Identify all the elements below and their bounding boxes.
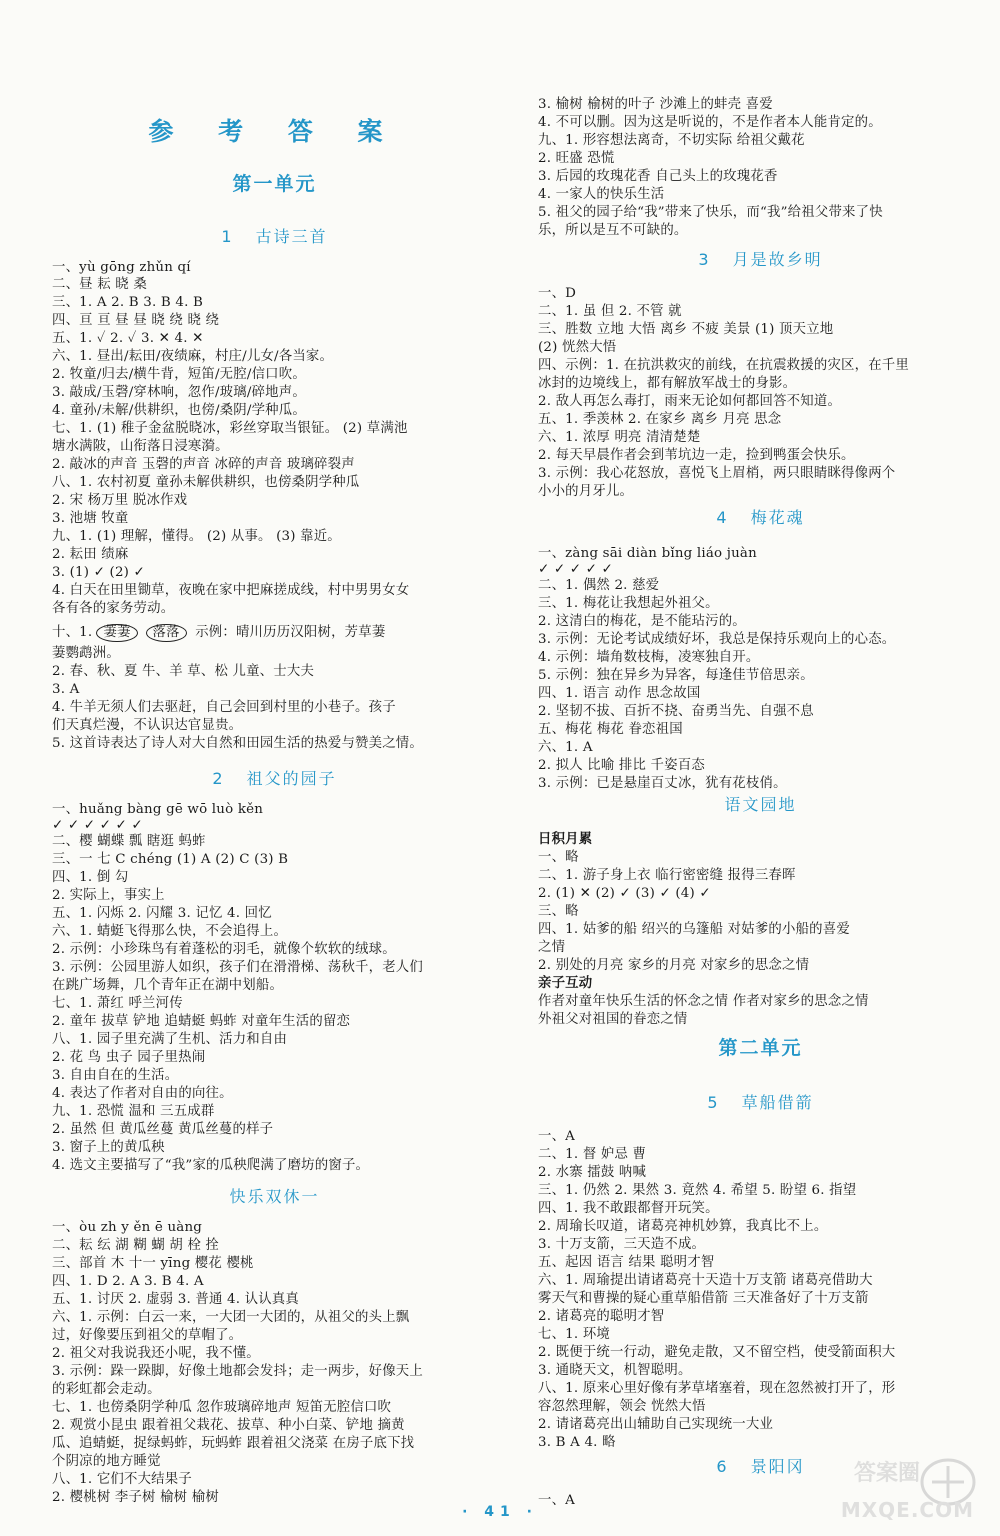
answer-line: 4. 不可以删。因为这是听说的，不是作者本人能肯定的。 [538, 115, 882, 130]
answer-line: 六、1. 示例：白云一来，一大团一大团的，从祖父的头上飘 [52, 1310, 410, 1325]
answer-line: 2. 樱桃树 李子树 榆树 榆树 [52, 1490, 219, 1505]
answer-line: 六、1. 昼出/耘田/夜绩麻，村庄/儿女/各当家。 [52, 349, 334, 364]
answer-line: 2. 祖父对我说我还小呢，我不懂。 [52, 1346, 260, 1361]
answer-line: 3. 后园的玫瑰花香 自己头上的玫瑰花香 [538, 169, 778, 184]
answer-line: 过，好像要压到祖父的草帽了。 [52, 1328, 243, 1343]
lesson-heading [52, 1186, 497, 1208]
answer-line: 二、昼 耘 晓 桑 [52, 277, 147, 292]
answer-line: 六、1. 周瑜提出请诸葛亮十天造十万支箭 诸葛亮借助大 [538, 1273, 873, 1288]
lesson-number: 1 [221, 227, 234, 246]
answer-line: 在跳广场舞，几个青年正在湖中划船。 [52, 978, 284, 993]
answer-line: 五、起因 语言 结果 聪明才智 [538, 1255, 715, 1270]
answer-line: 3. 通晓天文，机智聪明。 [538, 1363, 692, 1378]
answer-line: 一、zàng sāi diàn bǐng liáo juàn [538, 546, 757, 561]
answer-line: 七、1. 也傍桑阴学种瓜 忽作玻璃碎地声 短笛无腔信口吹 [52, 1400, 392, 1415]
answer-line: 七、1. 环境 [538, 1327, 610, 1342]
answer-line: 五、1. 闪烁 2. 闪耀 3. 记忆 4. 回忆 [52, 906, 272, 921]
answer-line: 雾天气和曹操的疑心重草船借箭 三天准备好了十万支箭 [538, 1291, 869, 1306]
answer-line: 四、亘 亘 昼 昼 晓 绕 晓 绕 [52, 313, 220, 328]
answer-line: 四、1. 我不敢跟都督开玩笑。 [538, 1201, 719, 1216]
answer-line: 2. 宋 杨万里 脱冰作戏 [52, 493, 188, 508]
answer-line: 九、1. 形容想法离奇，不切实际 给祖父戴花 [538, 133, 805, 148]
answer-line: 2. (1) ✕ (2) ✓ (3) ✓ (4) ✓ [538, 886, 711, 901]
lesson-title: 语文园地 [724, 795, 797, 814]
answer-line: 八、1. 园子里充满了生机、活力和自由 [52, 1032, 288, 1047]
answer-line: 二、1. 虽 但 2. 不管 就 [538, 304, 682, 319]
answer-line: 个阴凉的地方睡觉 [52, 1454, 161, 1469]
answer-line: 2. 春、秋、夏 牛、羊 草、松 儿童、士大夫 [52, 664, 315, 679]
answer-line: 3. (1) ✓ (2) ✓ [52, 565, 145, 580]
lesson-title: 快乐双休一 [229, 1187, 320, 1206]
lesson-number: 3 [698, 250, 711, 269]
answer-line: 小小的月牙儿。 [538, 484, 634, 499]
answer-line: 3. 示例：公园里游人如织，孩子们在滑滑梯、荡秋千，老人们 [52, 960, 423, 975]
answer-line: 五、梅花 梅花 眷恋祖国 [538, 722, 683, 737]
answer-line: 一、A [538, 1129, 576, 1144]
answer-line: 3. 自由自在的生活。 [52, 1068, 179, 1083]
answer-line: 3. 窗子上的黄瓜秧 [52, 1140, 165, 1155]
answer-line: 2. 旺盛 恐慌 [538, 151, 615, 166]
answer-line: 2. 敌人再怎么毒打，雨来无论如何都回答不知道。 [538, 394, 842, 409]
answer-line: 乐，所以是互不可缺的。 [538, 223, 688, 238]
answer-line: 外祖父对祖国的眷恋之情 [538, 1012, 688, 1027]
lesson-number: 2 [212, 769, 225, 788]
answer-line: 一、A [538, 1493, 576, 1508]
watermark-brand: 答案圈 [854, 1461, 921, 1486]
answer-line: 七、1. (1) 稚子金盆脱晓冰，彩丝穿取当银钲。 (2) 草满池 [52, 421, 408, 436]
answer-line: 冰封的边境线上，都有解放军战士的身影。 [538, 376, 797, 391]
watermark-logo [840, 1454, 980, 1526]
answer-line: 2. 周瑜长叹道，诸葛亮神机妙算，我真比不上。 [538, 1219, 828, 1234]
answer-line: 2. 诸葛亮的聪明才智 [538, 1309, 665, 1324]
lesson-title: 景阳冈 [750, 1457, 805, 1476]
lesson-heading [52, 226, 497, 248]
lesson-heading [538, 794, 983, 816]
answer-line: 一、òu zh y ěn ē uàng [52, 1220, 203, 1235]
answer-line: 七、1. 萧红 呼兰河传 [52, 996, 183, 1011]
answer-line: 4. 童孙/未解/供耕织，也傍/桑阴/学种瓜。 [52, 403, 306, 418]
answer-line: 们天真烂漫，不认识达官显贵。 [52, 718, 243, 733]
watermark-text: MXQE.COM [840, 1498, 974, 1522]
answer-line: ✓ ✓ ✓ ✓ ✓ ✓ [52, 818, 143, 833]
answer-line: 一、yù gōng zhǔn qí [52, 260, 191, 275]
answer-prefix: 十、1. [52, 625, 93, 640]
answer-line: 3. 示例：跺一跺脚，好像土地都会发抖；走一两步，好像天上 [52, 1364, 423, 1379]
answer-line: 3. 示例：无论考试成绩好坏，我总是保持乐观向上的心态。 [538, 632, 896, 647]
answer-line: 5. 示例：独在异乡为异客，每逢佳节倍思亲。 [538, 668, 814, 683]
answer-line: ✓ ✓ ✓ ✓ ✓ [538, 562, 613, 577]
answer-line: 5. 这首诗表达了诗人对大自然和田园生活的热爱与赞美之情。 [52, 736, 423, 751]
answer-line: 3. 示例：已是悬崖百丈冰，犹有花枝俏。 [538, 776, 787, 791]
answer-line: 5. 祖父的园子给“我”带来了快乐，而“我”给祖父带来了快 [538, 205, 883, 220]
answer-line: 三、1. 仍然 2. 果然 3. 竟然 4. 希望 5. 盼望 6. 指望 [538, 1183, 857, 1198]
answer-line: 的彩虹都会走动。 [52, 1382, 161, 1397]
answer-line: 五、1. 讨厌 2. 虚弱 3. 普通 4. 认认真真 [52, 1292, 299, 1307]
unit-heading: 第一单元 [232, 173, 317, 195]
answer-line: 3. B A 4. 略 [538, 1435, 616, 1450]
answer-line: 萋鹦鹉洲。 [52, 646, 120, 661]
answer-line: 之情 [538, 940, 566, 955]
answer-line: 2. 牧童/归去/横牛背，短笛/无腔/信口吹。 [52, 367, 306, 382]
answer-line: 各有各的家务劳动。 [52, 601, 175, 616]
answer-line: (2) 恍然大悟 [538, 340, 617, 355]
answer-line: 三、一 七 C chéng (1) A (2) C (3) B [52, 852, 289, 867]
answer-line: 2. 既便于统一行动，避免走散，又不留空档，使受箭面积大 [538, 1345, 896, 1360]
answer-suffix: 示例：晴川历历汉阳树，芳草萋 [190, 625, 386, 640]
answer-line: 一、略 [538, 850, 579, 865]
answer-line: 3. 榆树 榆树的叶子 沙滩上的蚌壳 喜爱 [538, 97, 773, 112]
lesson-heading [538, 1092, 983, 1114]
answer-line-circled [52, 624, 497, 642]
answer-line: 4. 示例：墙角数枝梅，凌寒独自开。 [538, 650, 760, 665]
answer-line: 二、1. 游子身上衣 临行密密缝 报得三春晖 [538, 868, 796, 883]
answer-line: 八、1. 它们不大结果子 [52, 1472, 192, 1487]
answer-line: 三、胜数 立地 大悟 离乡 不疲 美景 (1) 顶天立地 [538, 322, 834, 337]
lesson-number: 6 [716, 1457, 729, 1476]
lesson-heading [538, 249, 983, 271]
circled-word: 落落 [146, 624, 187, 642]
answer-line: 二、耘 纭 湖 糊 蝴 胡 栓 拴 [52, 1238, 220, 1253]
answer-line: 3. A [52, 682, 80, 697]
answer-line: 2. 每天早晨作者会到苇坑边一走，捡到鸭蛋会快乐。 [538, 448, 855, 463]
answer-line: 四、1. 倒 勾 [52, 870, 129, 885]
answer-line: 4. 选文主要描写了“我”家的瓜秧爬满了磨坊的窗子。 [52, 1158, 370, 1173]
answer-line: 四、1. 语言 动作 思念故国 [538, 686, 701, 701]
answer-line: 五、1. ✓ 2. ✓ 3. ✕ 4. ✕ [52, 331, 204, 346]
answer-line: 容忽然理解，领会 恍然大悟 [538, 1399, 706, 1414]
lesson-title: 月是故乡明 [732, 250, 823, 269]
answer-line: 一、huǎng bàng gē wō luò kěn [52, 802, 264, 817]
answer-line: 八、1. 农村初夏 童孙未解供耕织，也傍桑阴学种瓜 [52, 475, 360, 490]
subsection-label: 亲子互动 [538, 975, 593, 991]
answer-line: 二、樱 蝴蝶 瓢 瞎逛 蚂蚱 [52, 834, 206, 849]
answer-line: 三、略 [538, 904, 579, 919]
subsection-label: 日积月累 [538, 831, 593, 847]
answer-line: 2. 童年 拔草 铲地 追蜻蜓 蚂蚱 对童年生活的留恋 [52, 1014, 351, 1029]
answer-line: 2. 虽然 但 黄瓜丝蔓 黄瓜丝蔓的样子 [52, 1122, 274, 1137]
answer-line: 3. 十万支箭，三天造不成。 [538, 1237, 706, 1252]
answer-line: 2. 敲冰的声音 玉磬的声音 冰碎的声音 玻璃碎裂声 [52, 457, 355, 472]
answer-line: 2. 请诸葛亮出山辅助自己实现统一大业 [538, 1417, 774, 1432]
answer-line: 2. 耘田 绩麻 [52, 547, 129, 562]
answer-line: 六、1. A [538, 740, 593, 755]
answer-line: 二、1. 督 妒忌 曹 [538, 1147, 647, 1162]
lesson-title: 祖父的园子 [246, 769, 337, 788]
answer-line: 2. 观赏小昆虫 跟着祖父栽花、拔草、种小白菜、铲地 摘黄 [52, 1418, 405, 1433]
answer-line: 4. 牛羊无须人们去驱赶，自己会回到村里的小巷子。孩子 [52, 700, 396, 715]
answer-line: 四、1. D 2. A 3. B 4. A [52, 1274, 204, 1289]
answer-line: 2. 拟人 比喻 排比 千姿百态 [538, 758, 705, 773]
answer-line: 2. 示例：小珍珠鸟有着蓬松的羽毛，就像个软软的绒球。 [52, 942, 396, 957]
lesson-title: 梅花魂 [750, 508, 805, 527]
lesson-title: 古诗三首 [255, 227, 328, 246]
answer-line: 3. 敲成/玉磬/穿林响，忽作/玻璃/碎地声。 [52, 385, 306, 400]
answer-line: 2. 实际上，事实上 [52, 888, 165, 903]
answer-line: 2. 水寨 擂鼓 呐喊 [538, 1165, 647, 1180]
lesson-number: 4 [716, 508, 729, 527]
answer-line: 4. 表达了作者对自由的向往。 [52, 1086, 233, 1101]
page-title: 参 考 答 案 [148, 117, 401, 146]
answer-line: 九、1. (1) 理解，懂得。 (2) 从事。 (3) 靠近。 [52, 529, 341, 544]
answer-line: 三、部首 木 十一 yīng 樱花 樱桃 [52, 1256, 254, 1271]
answer-line: 三、1. 梅花让我想起外祖父。 [538, 596, 719, 611]
lesson-number: 5 [707, 1093, 720, 1112]
unit-heading: 第二单元 [718, 1037, 803, 1059]
answer-line: 4. 一家人的快乐生活 [538, 187, 665, 202]
answer-line: 3. 示例：我心花怒放，喜悦飞上眉梢，两只眼睛眯得像两个 [538, 466, 896, 481]
answer-line: 二、1. 偶然 2. 慈爱 [538, 578, 660, 593]
answer-line: 2. 坚韧不拔、百折不挠、奋勇当先、自强不息 [538, 704, 814, 719]
answer-line: 一、D [538, 286, 577, 301]
answer-line: 八、1. 原来心里好像有茅草堵塞着，现在忽然被打开了，形 [538, 1381, 896, 1396]
lesson-heading [538, 507, 983, 529]
answer-line: 瓜、追蜻蜓，捉绿蚂蚱，玩蚂蚱 跟着祖父浇菜 在房子底下找 [52, 1436, 415, 1451]
answer-line: 九、1. 恐慌 温和 三五成群 [52, 1104, 215, 1119]
lesson-heading [52, 768, 497, 790]
answer-line: 塘水满陂，山衔落日浸寒漪。 [52, 439, 229, 454]
answer-line: 2. 花 鸟 虫子 园子里热闹 [52, 1050, 206, 1065]
answer-line: 3. 池塘 牧童 [52, 511, 129, 526]
answer-line: 三、1. A 2. B 3. B 4. B [52, 295, 204, 310]
answer-line: 六、1. 浓厚 明亮 清清楚楚 [538, 430, 701, 445]
answer-line: 作者对童年快乐生活的怀念之情 作者对家乡的思念之情 [538, 994, 869, 1009]
answer-line: 2. 别处的月亮 家乡的月亮 对家乡的思念之情 [538, 958, 810, 973]
circled-word: 萋萋 [96, 624, 137, 642]
answer-line: 五、1. 季羡林 2. 在家乡 离乡 月亮 思念 [538, 412, 782, 427]
answer-line: 六、1. 蜻蜓飞得那么快，不会追得上。 [52, 924, 288, 939]
answer-line: 2. 这清白的梅花，是不能玷污的。 [538, 614, 746, 629]
answer-line: 四、1. 姑爹的船 绍兴的乌篷船 对姑爹的小船的喜爱 [538, 922, 850, 937]
answer-line: 4. 白天在田里锄草，夜晚在家中把麻搓成线，村中男男女女 [52, 583, 410, 598]
lesson-title: 草船借箭 [741, 1093, 814, 1112]
answer-line: 四、示例：1. 在抗洪救灾的前线，在抗震救援的灾区，在千里 [538, 358, 909, 373]
page-number: · 41 · [462, 1504, 538, 1520]
